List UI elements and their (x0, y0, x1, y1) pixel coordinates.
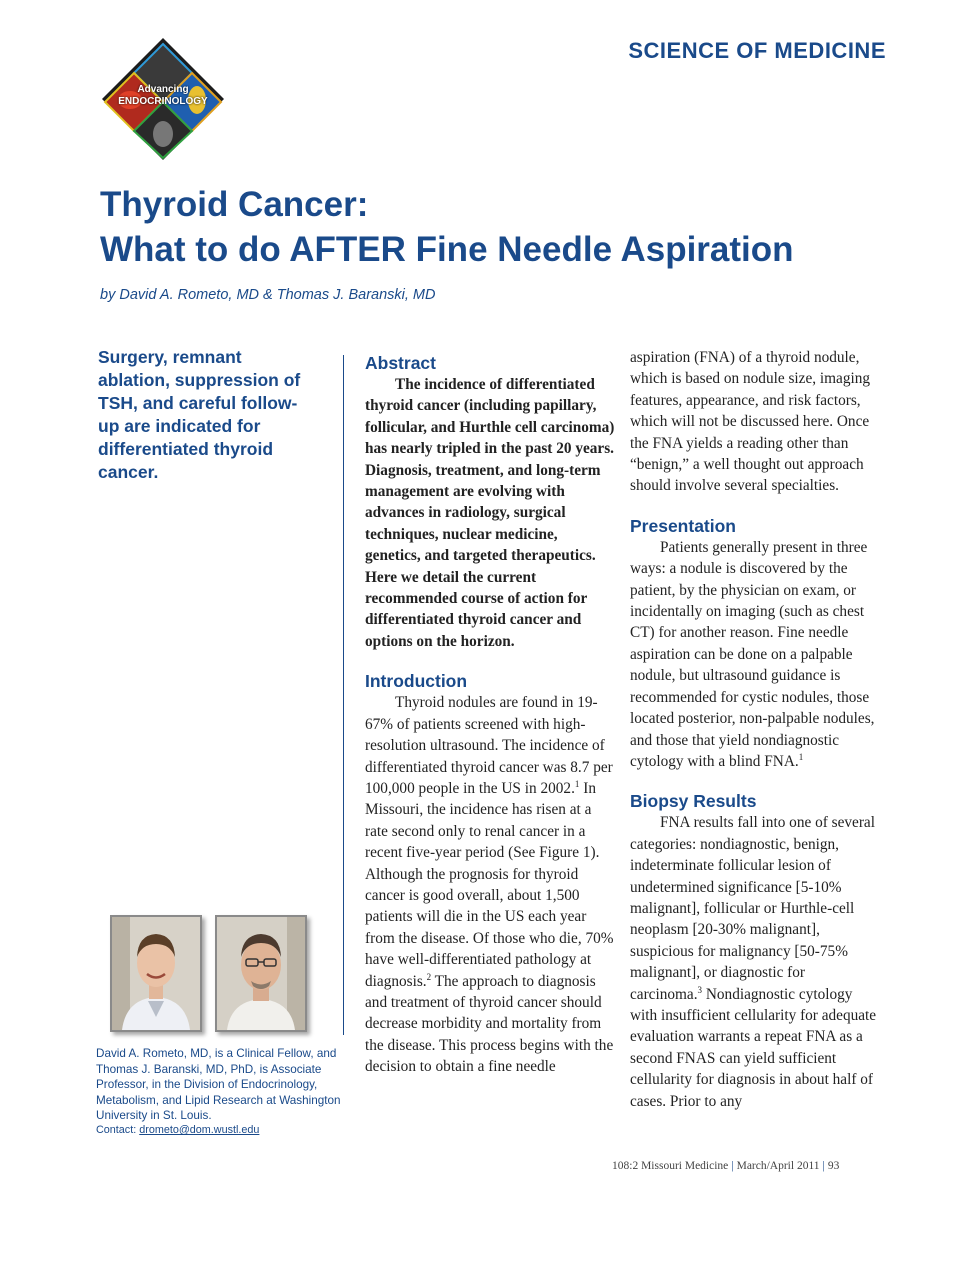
portrait-icon (217, 917, 305, 1030)
abstract-text: The incidence of differentiated thyroid cancer (including papillary, follicular, and Hurthle cell carcinoma) has nearly tripled in the past 20 years. Diagnosis, treatment, and long-term management are evolving with advances in radiology, surgical techniques, nuclear medicine, genetics, and targeted therapeutics. Here we detail the current recommended course of action for differentiated thyroid cancer and options on the horizon. (365, 376, 615, 650)
title-line-1: Thyroid Cancer: (100, 185, 369, 224)
portrait-icon (112, 917, 200, 1030)
continuation-text: aspiration (FNA) of a thyroid nodule, which is based on nodule size, imaging features, appearance, and risk factors, which will not be discussed here. Once the FNA yields a reading other than “benign,” a well thought out approach should involve several specialties. (630, 349, 871, 495)
intro-text-b: In Missouri, the incidence has risen at a rate second only to renal cancer in a recent five-year period (See Figure 1). Although the prognosis for thyroid cancer is good overall, about 1,500 patients will die in the US each year from the disease. Of those who die, 70% have well-differentiated pathology at diagnosis. (365, 779, 614, 990)
endocrinology-logo (100, 36, 226, 162)
byline: by David A. Rometo, MD & Thomas J. Baranski, MD (100, 287, 436, 303)
section-label: SCIENCE OF MEDICINE (628, 38, 886, 63)
biopsy-heading: Biopsy Results (630, 791, 757, 812)
abstract-heading: Abstract (365, 353, 436, 373)
author-contact (96, 1124, 259, 1136)
title-line-2: What to do AFTER Fine Needle Aspiration (100, 230, 794, 269)
footer-page-number: 93 (827, 1160, 840, 1172)
biopsy-text-a: FNA results fall into one of several categories: nondiagnostic, benign, indeterminate follicular lesion of undetermined significance [5-10% malignant], follicular or Hurthle-cell neoplasm [20-30% malignant], suspicious for malignancy [50-75% malignant], or diagnostic for carcinoma. (630, 814, 875, 1003)
presentation-body: Patients generally present in three ways: a nodule is discovered by the patient, by the physician on exam, or incidentally on imaging (such as chest CT) for another reason. Fine needle aspiration can be done on a palpable nodule, but ultrasound guidance is recommended for cystic nodules, those located posterior, non-palpable nodules, and those that yield nondiagnostic cytology with a blind FNA. (630, 538, 875, 770)
footer-issue: 108:2 Missouri Medicine (612, 1160, 729, 1172)
intro-text-a: Thyroid nodules are found in 19-67% of patients screened with high-resolution ultrasound. The incidence of differentiated thyroid cancer was 8.7 per 100,000 people in the US in 2002. (365, 694, 613, 797)
logo-text-advancing: Advancing (137, 84, 189, 95)
biopsy-ref: 3 (697, 984, 703, 995)
biopsy-text (630, 812, 880, 1112)
author-bio: David A. Rometo, MD, is a Clinical Fellow, and Thomas J. Baranski, MD, PhD, is Associate Professor, in the Division of Endocrinology, Metabolism, and Lipid Research at Washington University in St. Louis. (96, 1047, 341, 1123)
logo-text-endocrinology: ENDOCRINOLOGY (118, 96, 208, 107)
footer-date: March/April 2011 (736, 1160, 820, 1172)
intro-ref-a: 1 (574, 778, 580, 789)
pull-quote: Surgery, remnant ablation, suppression of TSH, and careful follow-up are indicated for differentiated thyroid cancer. (98, 347, 301, 482)
presentation-text (630, 537, 880, 772)
introduction-text (365, 692, 615, 1077)
column-right (630, 347, 880, 1112)
page-footer: 108:2 Missouri Medicine | March/April 2011 | 93 (612, 1160, 840, 1172)
intro-ref-b: 2 (426, 971, 432, 982)
intro-text-c: The approach to diagnosis and treatment of thyroid cancer should decrease morbidity and mortality from the disease. This process begins with the decision to obtain a fine needle (365, 972, 614, 1076)
introduction-heading: Introduction (365, 671, 468, 692)
column-middle (365, 352, 615, 1078)
article-title (100, 182, 880, 272)
presentation-heading: Presentation (630, 515, 736, 536)
contact-email-link[interactable]: drometo@dom.wustl.edu (139, 1124, 260, 1136)
author-photo-baranski (215, 915, 307, 1032)
contact-label: Contact: (96, 1124, 137, 1136)
column-divider (343, 355, 344, 1035)
presentation-ref: 1 (798, 751, 804, 762)
author-photo-rometo (110, 915, 202, 1032)
biopsy-text-b: Nondiagnostic cytology with insufficient cellularity for adequate evaluation warrants a repeat FNA as a second FNAS can yield sufficient cellularity for diagnosis in about half of cases. Prior to any (630, 985, 877, 1110)
